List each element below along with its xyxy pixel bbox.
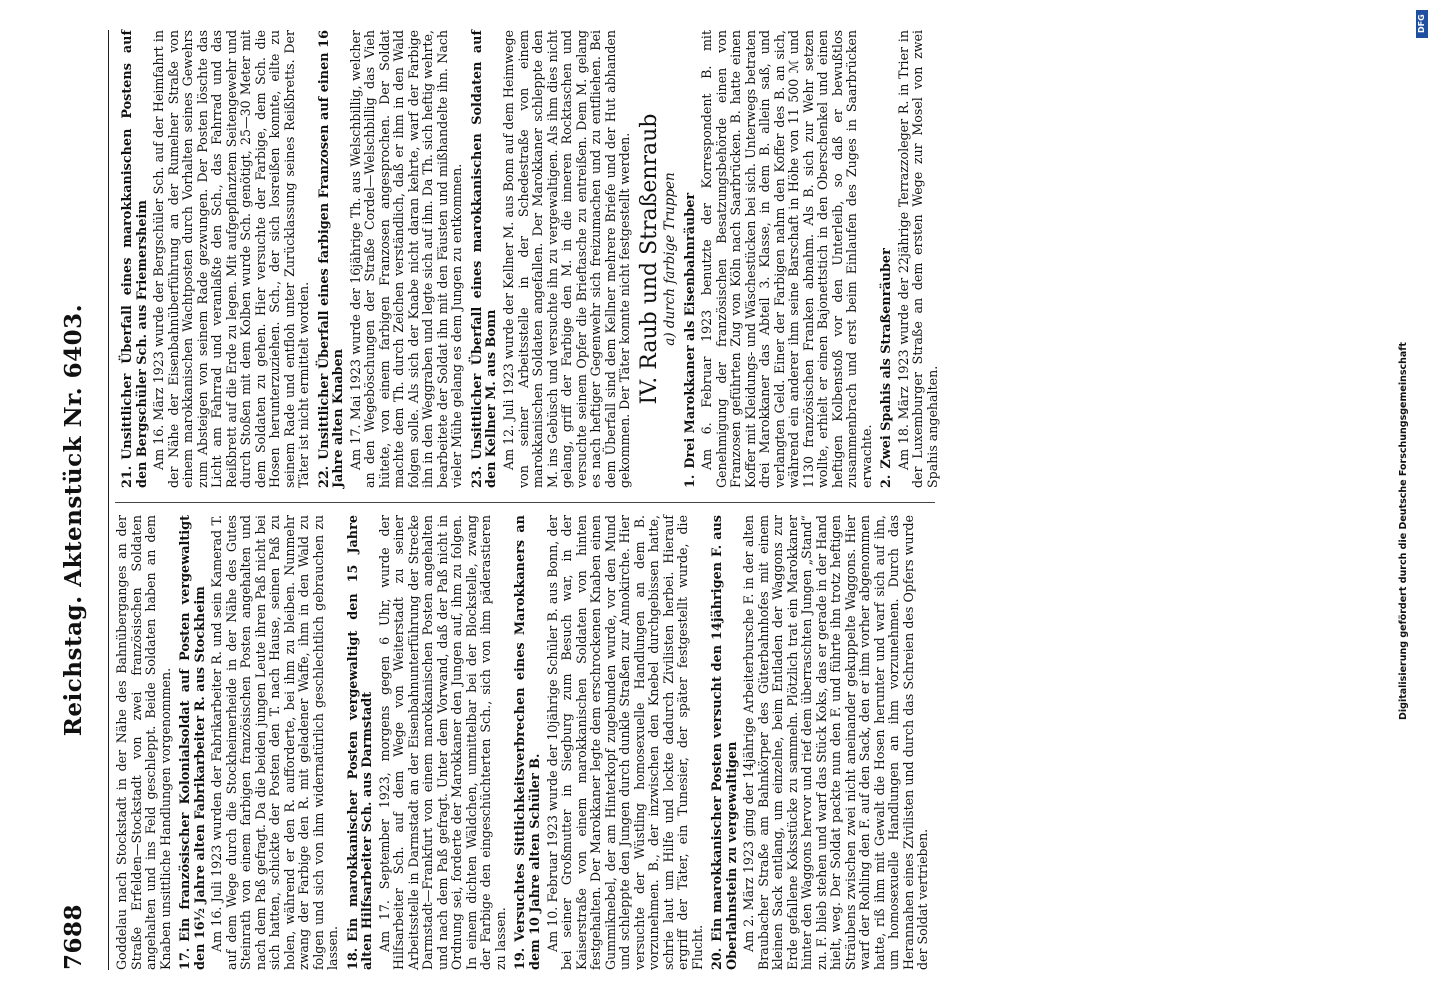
section-heading — [347, 515, 376, 970]
section-heading — [880, 30, 895, 488]
heading-number: 23. — [469, 465, 485, 488]
section-heading — [121, 30, 150, 488]
right-column — [115, 30, 940, 488]
heading-text: Drei Marokkaner als Eisenbahnräuber — [682, 192, 698, 469]
section-heading — [711, 515, 740, 970]
heading-text: Unsittlicher Überfall eines marokkanischen Postens auf den Bergschüler Sch. aus Friemersheim — [120, 30, 150, 488]
section-heading — [471, 30, 500, 488]
section-heading — [179, 515, 208, 970]
heading-number: 17. — [178, 947, 193, 970]
heading-number: 2. — [879, 474, 895, 488]
page-header — [60, 30, 100, 970]
left-column — [115, 515, 931, 970]
digitization-note: Digitalisierung gefördert durch die Deutsche Forschungsgemeinschaft — [1398, 342, 1409, 720]
heading-number: 22. — [316, 465, 332, 488]
heading-number: 20. — [710, 947, 726, 970]
chapter-subheading: a) durch farbige Truppen — [662, 172, 679, 346]
paragraph: Am 17. Mai 1923 wurde der 16jährige Th. aus Welschbillig, welcher an den Wegeböschungen der Straße Cordel—Welschbillig das Vieh hütete, von einem farbigen Franzosen angesprochen. Der Soldat machte dem Th. durch Zeichen verständlich, daß er ihm in den Wald folgen solle. Als sich der Knabe nicht daran kehrte, warf der Farbige ihn in den Weggraben und legte sich auf ihn. Da Th. sich heftig wehrte, bearbeitete der Soldat ihn mit den Fäusten und mißhandelte ihn. Nach vieler Mühe gelang es dem Jungen zu entkommen. — [347, 30, 465, 488]
paragraph: Am 6. Februar 1923 benutzte der Korrespondent B. mit Genehmigung der französischen Besatzungsbehörde einen von Franzosen geführten Zug von Köln nach Saarbrücken. B. hatte einen Koffer mit Kleidungs- und Wäschestücken bei sich. Unterwegs betraten drei Marokkaner das Abteil 3. Klasse, in dem B. allein saß, und verlangten Geld. Einer der Farbigen nahm den Koffer des B. an sich, während ein anderer ihm seine Barschaft in Höhe von 11 500 ℳ und 1130 französischen Franken abnahm. Als B. sich zur Wehr setzen wollte, erhielt er einen Bajonettstich in den Oberschenkel und einen heftigen Kolbenstoß vor den Unterleib, so daß er bewußtlos zusammenbrach und erst beim Einlaufen des Zuges in Saarbrücken erwachte. — [699, 30, 874, 488]
heading-number: 21. — [120, 465, 135, 488]
heading-text: Unsittlicher Überfall eines marokkanischen Soldaten auf den Kellner M. aus Bonn — [469, 30, 500, 488]
heading-text: Ein französischer Kolonialsoldat auf Posten vergewaltigt den 16½ Jahre alten Fabrikarbeiter R. aus Stockheim — [178, 515, 208, 970]
heading-number: 19. — [513, 947, 529, 970]
section-heading — [318, 30, 347, 488]
dfg-logo: DFG — [1416, 10, 1428, 38]
paragraph: Am 18. März 1923 wurde der 22jährige Terrazzoleger R. in Trier in der Luxemburger Straße an dem ersten Wege zur Mosel von zwei Spahis angehalten. — [895, 30, 940, 488]
column-divider — [115, 502, 935, 503]
page-title: Reichstag. Aktenstück Nr. 6403. — [60, 303, 87, 737]
header-rule — [108, 30, 109, 970]
heading-text: Ein marokkanischer Posten vergewaltigt den 15 Jahre alten Hilfsarbeiter Sch. aus Darmstadt — [345, 515, 376, 970]
paragraph: Am 10. Februar 1923 wurde der 10jährige Schüler B. aus Bonn, der bei seiner Großmutter in Siegburg zum Besuch war, in der Kaiserstraße von einem marokkanischen Soldaten von hinten festgehalten. Der Marokkaner legte dem erschrockenen Knaben einen Gummiknebel, der am Hinterkopf zugebunden wurde, vor den Mund und schleppte den Jungen durch dunkle Straßen zur Annokirche. Hier versuchte der Wüstling homosexuelle Handlungen an dem B. vorzunehmen. B., der inzwischen den Knebel durchgebissen hatte, schrie laut um Hilfe und lockte dadurch Zivilisten herbei. Hierauf ergriff der Täter, ein Tunesier, der später festgestellt wurde, die Flucht. — [544, 515, 705, 970]
heading-text: Zwei Spahis als Straßenräuber — [879, 248, 895, 469]
paragraph: Am 16. Juli 1923 wurden der Fabrikarbeiter R. und sein Kamerad T. auf dem Wege durch die Stockheimerheide in der Nähe des Gutes Steinrath von einem farbigen französischen Posten angehalten und nach dem Paß gefragt. Da die beiden jungen Leute ihren Paß nicht bei sich hatten, schickte der Posten den T. nach Hause, seinen Paß zu holen, während er den R. aufforderte, bei ihm zu bleiben. Nunmehr zwang der Farbige den R. mit geladener Waffe, ihm in den Wald zu folgen und sich von ihm widernatürlich geschlechtlich gebrauchen zu lassen. — [209, 515, 341, 970]
paragraph: Am 2. März 1923 ging der 14jährige Arbeiterbursche F. in der alten Braubacher Straße am Bahnkörper des Güterbahnhofes mit einem kleinen Sack entlang, um einzelne, beim Entladen der Waggons zur Erde gefallene Koksstücke zu sammeln. Plötzlich trat ein Marokkaner hinter den Waggons hervor und rief dem überraschten Jungen „Stand“ zu. F. blieb stehen und warf das Stück Koks, das er gerade in der Hand hielt, weg. Der Soldat packte nun den F. und führte ihn trotz heftigen Sträubens zwischen zwei nicht aneinander gekuppelte Waggons. Hier warf der Rohling den F. auf den Sack, den er ihm vorher abgenommen hatte, riß ihm mit Gewalt die Hosen herunter und warf sich auf ihn, um homosexuelle Handlungen an ihm vorzunehmen. Durch das Herannahen eines Zivilisten und durch das Schreien des Opfers wurde der Soldat vertrieben. — [741, 515, 931, 970]
page-number: 7688 — [60, 903, 87, 970]
paragraph: Am 17. September 1923, morgens gegen 6 Uhr, wurde der Hilfsarbeiter Sch. auf dem Wege von Weiterstadt zu seiner Arbeitsstelle in Darmstadt an der Eisenbahnunterführung der Strecke Darmstadt—Frankfurt von einem marokkanischen Posten angehalten und nach dem Paß gefragt. Unter dem Vorwand, daß der Paß nicht in Ordnung sei, forderte der Marokkaner den Jungen auf, ihm zu folgen. In einem dichten Wäldchen, unmittelbar bei der Blockstelle, zwang der Farbige den eingeschüchterten Sch., sich von ihm päderastieren zu lassen. — [376, 515, 508, 970]
section-heading — [684, 30, 699, 488]
heading-text: Unsittlicher Überfall eines farbigen Franzosen auf einen 16 Jahre alten Knaben — [316, 30, 347, 488]
heading-number: 1. — [682, 474, 698, 488]
chapter-heading: IV. Raub und Straßenraub — [636, 113, 662, 405]
paragraph: Goddelau nach Stockstadt in der Nähe des Bahnüberganges an der Straße Erfelden—Stockstadt von zwei französischen Soldaten angehalten und ins Feld geschleppt. Beide Soldaten haben an dem Knaben unsittliche Handlungen vorgenommen. — [114, 515, 173, 970]
paragraph: Am 12. Juli 1923 wurde der Kellner M. aus Bonn auf dem Heimwege von seiner Arbeitsstelle in der Schedestraße von einem marokkanischen Soldaten angefallen. Der Marokkaner schleppte den M. ins Gebüsch und versuchte ihn zu vergewaltigen. Als ihm dies nicht gelang, griff der Farbige den M. in die inneren Rocktaschen und versuchte seinem Opfer die Brieftasche zu entreißen. Dem M. gelang es nach heftiger Gegenwehr sich freizumachen und zu entfliehen. Bei dem Überfall sind dem Kellner mehrere Briefe und der Hut abhanden gekommen. Der Täter konnte nicht festgestellt werden. — [501, 30, 633, 488]
paragraph: Am 16. März 1923 wurde der Bergschüler Sch. auf der Heimfahrt in der Nähe der Eisenbahnüberführung an der Rumelner Straße von einem marokkanischen Wachtposten durch Vorhalten seines Gewehrs zum Absteigen von seinem Rade gezwungen. Der Posten löschte das Licht am Fahrrad und veranlaßte den Sch., das Fahrrad und das Reißbrett auf die Erde zu legen. Mit aufgepflanztem Seitengewehr und durch Stoßen mit dem Kolben wurde Sch. genötigt, 25—30 Meter mit dem Soldaten zu gehen. Hier versuchte der Farbige, dem Sch. die Hosen herunterzuziehen. Sch., der sich losreißen konnte, eilte zu seinem Rade und entfloh unter Zurücklassung seines Reißbretts. Der Täter ist nicht ermittelt worden. — [151, 30, 312, 488]
heading-number: 18. — [345, 947, 361, 970]
heading-text: Versuchtes Sittlichkeitsverbrechen eines Marokkaners an dem 10 Jahre alten Schüler B. — [513, 515, 543, 970]
heading-text: Ein marokkanischer Posten versucht den 14jährigen F. aus Oberlahnstein zu vergewaltigen — [710, 515, 740, 970]
section-heading — [514, 515, 543, 970]
